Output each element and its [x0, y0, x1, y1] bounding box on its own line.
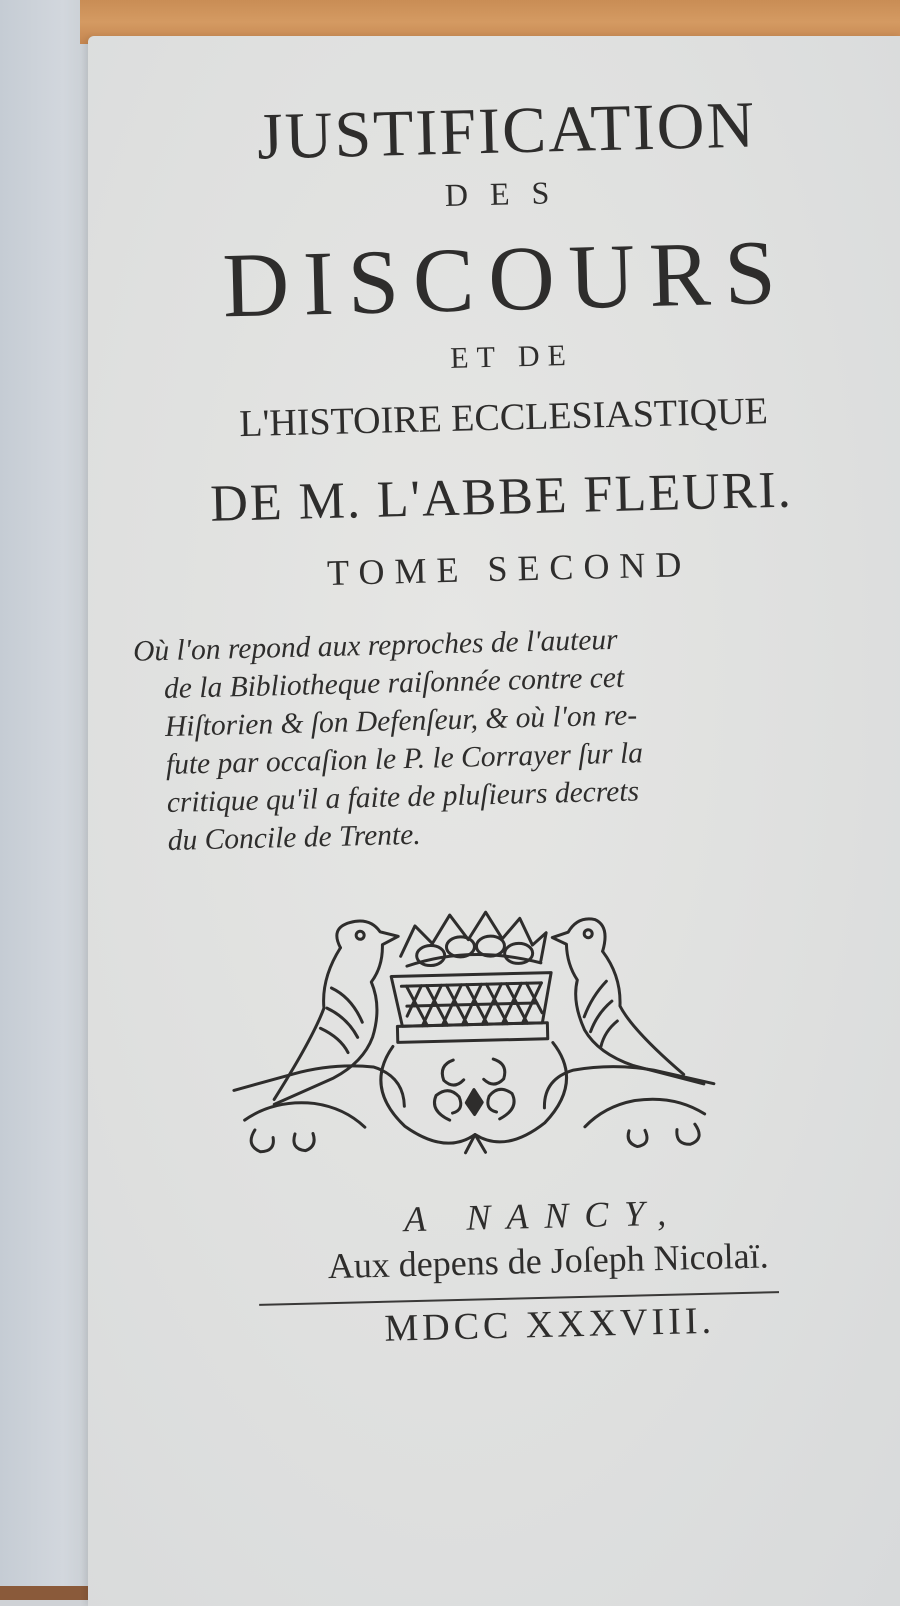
- subtitle-block: [133, 616, 838, 861]
- title-line-discours: DISCOURS: [221, 220, 791, 337]
- subtitle-line: critique qu'il a faite de pluſieurs decrets: [166, 775, 640, 819]
- subtitle-line: Hiſtorien & ſon Defenſeur, & où l'on re-: [164, 699, 638, 743]
- title-line-des: DES: [444, 173, 572, 213]
- title-line-justification: JUSTIFICATION: [256, 88, 757, 174]
- volume-label: TOME SECOND: [326, 544, 692, 593]
- subtitle-line: de la Bibliotheque raiſonnée contre cet: [163, 661, 625, 705]
- imprint-publisher: Aux depens de Joſeph Nicolaï.: [327, 1235, 770, 1287]
- subtitle-line: Où l'on repond aux reproches de l'auteur: [132, 623, 618, 668]
- subtitle-line: du Concile de Trente.: [167, 818, 422, 857]
- title-line-et-de: ET DE: [449, 338, 575, 375]
- printer-ornament-icon: [209, 878, 735, 1161]
- title-page: [88, 36, 900, 1606]
- imprint-year: MDCC XXXVIII.: [383, 1299, 716, 1350]
- subtitle-line: fute par occaſion le P. le Corrayer ſur la: [165, 737, 644, 781]
- imprint-place: A NANCY,: [403, 1192, 683, 1240]
- facing-page-edge: [0, 0, 90, 1600]
- title-line-histoire: L'HISTOIRE ECCLESIASTIQUE: [238, 390, 769, 446]
- title-line-author: DE M. L'ABBE FLEURI.: [209, 461, 794, 533]
